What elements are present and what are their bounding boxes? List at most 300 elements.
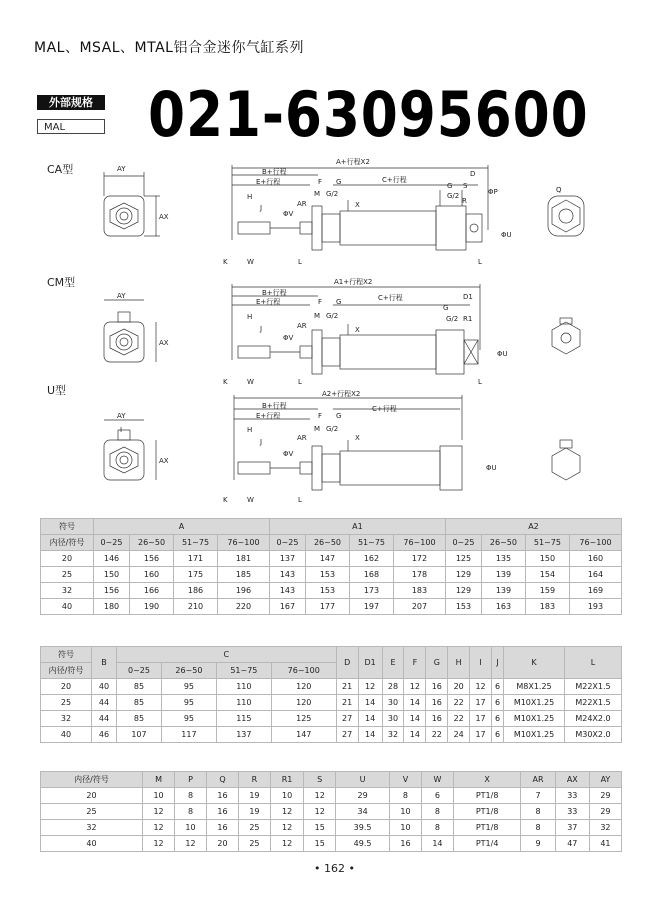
cm-dim-w: W	[247, 378, 254, 386]
value-cell: 28	[382, 679, 404, 695]
u-dim-ax: AX	[159, 457, 169, 465]
table2-col-d: D	[336, 647, 358, 679]
value-cell: 34	[336, 804, 390, 820]
table-row	[41, 836, 622, 852]
value-cell: 16	[426, 711, 448, 727]
table1-stroke-3: 76~100	[569, 535, 621, 551]
value-cell: 12	[143, 820, 175, 836]
value-cell: 85	[117, 711, 162, 727]
value-cell: 14	[404, 695, 426, 711]
table2-bore-header: 内径/符号	[41, 663, 92, 679]
value-cell: 30	[382, 695, 404, 711]
table3-col-10: X	[453, 772, 520, 788]
ca-dim-b: B+行程	[262, 168, 287, 176]
cm-dim-b: B+行程	[262, 289, 287, 297]
value-cell: 6	[492, 695, 504, 711]
table2-sym-header: 符号	[41, 647, 92, 663]
cm-dim-a: A1+行程X2	[334, 278, 373, 286]
value-cell: 85	[117, 679, 162, 695]
table3-col-2: P	[175, 772, 207, 788]
value-cell: 143	[269, 583, 305, 599]
value-cell: 156	[130, 551, 174, 567]
value-cell: 8	[521, 820, 555, 836]
table2-col-l: L	[565, 647, 622, 679]
value-cell: 22	[426, 727, 448, 743]
table-row	[41, 695, 622, 711]
cm-dim-phiv: ΦV	[283, 334, 294, 342]
bore-cell: 20	[41, 551, 94, 567]
u-dim-j: J	[260, 438, 263, 446]
table2-col-d1: D1	[358, 647, 382, 679]
table1-stroke-2: 51~75	[349, 535, 393, 551]
value-cell: 163	[481, 599, 525, 615]
value-cell: 95	[161, 679, 216, 695]
value-cell: 15	[304, 836, 336, 852]
value-cell: 185	[218, 567, 270, 583]
table3-col-0: 内径/符号	[41, 772, 143, 788]
u-dim-k: K	[223, 496, 228, 504]
value-cell: 160	[569, 551, 621, 567]
value-cell: 29	[589, 804, 621, 820]
value-cell: 120	[271, 679, 336, 695]
value-cell: 220	[218, 599, 270, 615]
table1-stroke-1: 26~50	[481, 535, 525, 551]
value-cell: 150	[525, 551, 569, 567]
value-cell: 10	[175, 820, 207, 836]
table-row	[41, 679, 622, 695]
ca-dim-k: K	[223, 258, 228, 266]
cm-dim-ay: AY	[117, 292, 126, 300]
cm-dim-h: H	[247, 313, 253, 321]
value-cell: 6	[492, 711, 504, 727]
table2-col-e: E	[382, 647, 404, 679]
table1-stroke-1: 26~50	[306, 535, 350, 551]
bore-cell: 32	[41, 711, 92, 727]
model-badge: MAL	[37, 119, 105, 134]
ca-end-view	[104, 172, 160, 236]
u-dim-w: W	[247, 496, 254, 504]
value-cell: 139	[481, 567, 525, 583]
value-cell: PT1/8	[453, 788, 520, 804]
page-number: • 162 •	[314, 862, 355, 875]
value-cell: 32	[382, 727, 404, 743]
table3-col-8: V	[389, 772, 421, 788]
type-label-ca: CA型	[47, 163, 74, 176]
u-dim-e: E+行程	[256, 412, 281, 420]
value-cell: 146	[94, 551, 130, 567]
value-cell: 27	[336, 727, 358, 743]
value-cell: 16	[206, 820, 238, 836]
ca-dim-j: J	[260, 204, 263, 212]
table3-col-5: R1	[270, 772, 303, 788]
value-cell: 178	[393, 567, 445, 583]
ca-dim-w: W	[247, 258, 254, 266]
value-cell: 12	[175, 836, 207, 852]
cm-dim-k: K	[223, 378, 228, 386]
u-dim-phiv: ΦV	[283, 450, 294, 458]
ca-dim-e: E+行程	[256, 178, 281, 186]
value-cell: M22X1.5	[565, 679, 622, 695]
table2-col-g: G	[426, 647, 448, 679]
value-cell: 190	[130, 599, 174, 615]
value-cell: 183	[525, 599, 569, 615]
value-cell: 107	[117, 727, 162, 743]
value-cell: 143	[269, 567, 305, 583]
value-cell: 196	[218, 583, 270, 599]
value-cell: 12	[143, 836, 175, 852]
value-cell: M10X1.25	[504, 695, 565, 711]
value-cell: 117	[161, 727, 216, 743]
table2-stroke-2: 51~75	[216, 663, 271, 679]
value-cell: 181	[218, 551, 270, 567]
ca-pin-view	[548, 196, 584, 236]
ca-dim-ar: AR	[297, 200, 307, 208]
value-cell: M22X1.5	[565, 695, 622, 711]
ca-dim-phiv: ΦV	[283, 210, 294, 218]
u-dim-h: H	[247, 426, 253, 434]
cm-dim-g-rear: G	[443, 304, 449, 312]
u-dim-ay: AY	[117, 412, 126, 420]
cm-dim-l: L	[298, 378, 302, 386]
ca-dim-g2-rear: G/2	[447, 192, 460, 200]
value-cell: 8	[175, 804, 207, 820]
ca-dim-q: Q	[556, 186, 562, 194]
value-cell: 14	[421, 836, 453, 852]
ca-dim-l-rear: L	[478, 258, 482, 266]
value-cell: M24X2.0	[565, 711, 622, 727]
table2-stroke-3: 76~100	[271, 663, 336, 679]
ca-dim-phiu: ΦU	[501, 231, 512, 239]
value-cell: 186	[174, 583, 218, 599]
value-cell: 10	[270, 788, 303, 804]
value-cell: 12	[404, 679, 426, 695]
value-cell: 32	[589, 820, 621, 836]
value-cell: PT1/8	[453, 820, 520, 836]
table1-stroke-3: 76~100	[218, 535, 270, 551]
table1-group-a2: A2	[445, 519, 621, 535]
cm-dim-e: E+行程	[256, 298, 281, 306]
value-cell: 12	[304, 804, 336, 820]
value-cell: 19	[238, 804, 270, 820]
value-cell: 10	[389, 804, 421, 820]
value-cell: 160	[130, 567, 174, 583]
value-cell: 135	[481, 551, 525, 567]
value-cell: 25	[238, 836, 270, 852]
value-cell: 137	[216, 727, 271, 743]
value-cell: 167	[269, 599, 305, 615]
value-cell: 172	[393, 551, 445, 567]
value-cell: 166	[130, 583, 174, 599]
value-cell: 139	[481, 583, 525, 599]
table3-col-6: S	[304, 772, 336, 788]
ca-dim-r: R	[462, 197, 467, 205]
value-cell: 110	[216, 679, 271, 695]
value-cell: 207	[393, 599, 445, 615]
value-cell: 85	[117, 695, 162, 711]
spec-table-m	[40, 771, 622, 852]
ca-dim-g: G	[336, 178, 342, 186]
cm-dim-d1: D1	[463, 293, 473, 301]
table3-col-4: R	[238, 772, 270, 788]
table2-stroke-1: 26~50	[161, 663, 216, 679]
ca-dim-x: X	[355, 201, 360, 209]
value-cell: 147	[306, 551, 350, 567]
value-cell: 169	[569, 583, 621, 599]
cm-dim-g2: G/2	[326, 312, 339, 320]
value-cell: 125	[271, 711, 336, 727]
table3-col-12: AX	[555, 772, 589, 788]
value-cell: 16	[206, 788, 238, 804]
cm-dim-j: J	[260, 325, 263, 333]
value-cell: 16	[389, 836, 421, 852]
value-cell: 95	[161, 695, 216, 711]
table1-stroke-row	[41, 535, 622, 551]
value-cell: 175	[174, 567, 218, 583]
value-cell: 14	[358, 727, 382, 743]
bore-cell: 32	[41, 583, 94, 599]
table2-col-b: B	[92, 647, 117, 679]
value-cell: 24	[448, 727, 470, 743]
table-row	[41, 788, 622, 804]
value-cell: 21	[336, 679, 358, 695]
value-cell: 153	[306, 583, 350, 599]
value-cell: 120	[271, 695, 336, 711]
value-cell: 183	[393, 583, 445, 599]
u-dim-ar: AR	[297, 434, 307, 442]
value-cell: 9	[521, 836, 555, 852]
cm-dim-r1: R1	[463, 315, 473, 323]
ca-dim-h: H	[247, 193, 253, 201]
value-cell: 20	[206, 836, 238, 852]
cm-dim-c: C+行程	[378, 294, 403, 302]
ca-dim-m: M	[314, 190, 321, 198]
value-cell: 110	[216, 695, 271, 711]
value-cell: 7	[521, 788, 555, 804]
bore-cell: 40	[41, 836, 143, 852]
value-cell: 22	[448, 711, 470, 727]
value-cell: M10X1.25	[504, 727, 565, 743]
u-dim-a: A2+行程X2	[322, 390, 361, 398]
value-cell: 20	[448, 679, 470, 695]
table-row	[41, 804, 622, 820]
cm-dim-ax: AX	[159, 339, 169, 347]
value-cell: 150	[94, 567, 130, 583]
table3-header-row	[41, 772, 622, 788]
ca-dim-a: A+行程X2	[336, 158, 370, 166]
table-row	[41, 551, 622, 567]
value-cell: 16	[206, 804, 238, 820]
value-cell: 17	[470, 727, 492, 743]
bore-cell: 25	[41, 804, 143, 820]
table1-stroke-2: 51~75	[174, 535, 218, 551]
spec-table-c	[40, 646, 622, 743]
u-pin-view	[552, 440, 580, 480]
type-label-u: U型	[47, 384, 67, 397]
phone-number: 021-63095600	[148, 78, 589, 151]
bore-cell: 20	[41, 788, 143, 804]
table3-col-11: AR	[521, 772, 555, 788]
cm-dim-g: G	[336, 298, 342, 306]
value-cell: M30X2.0	[565, 727, 622, 743]
value-cell: 159	[525, 583, 569, 599]
value-cell: 17	[470, 695, 492, 711]
page-title: MAL、MSAL、MTAL铝合金迷你气缸系列	[34, 40, 304, 56]
value-cell: 16	[426, 679, 448, 695]
bore-cell: 20	[41, 679, 92, 695]
value-cell: 193	[569, 599, 621, 615]
table-row	[41, 820, 622, 836]
table1-stroke-3: 76~100	[393, 535, 445, 551]
value-cell: 168	[349, 567, 393, 583]
table3-col-3: Q	[206, 772, 238, 788]
value-cell: 171	[174, 551, 218, 567]
value-cell: 14	[404, 727, 426, 743]
ca-dim-g2: G/2	[326, 190, 339, 198]
value-cell: 12	[470, 679, 492, 695]
table2-col-k: K	[504, 647, 565, 679]
ca-dim-ax: AX	[159, 213, 169, 221]
ca-dim-l: L	[298, 258, 302, 266]
value-cell: 197	[349, 599, 393, 615]
ca-dim-c: C+行程	[382, 176, 407, 184]
value-cell: 129	[445, 583, 481, 599]
u-dim-m: M	[314, 425, 321, 433]
value-cell: 33	[555, 804, 589, 820]
value-cell: 177	[306, 599, 350, 615]
table2-col-i: I	[470, 647, 492, 679]
table2-group-c: C	[117, 647, 337, 663]
bore-cell: 40	[41, 599, 94, 615]
table2-col-j: J	[492, 647, 504, 679]
cm-dim-l-rear: L	[478, 378, 482, 386]
spec-table-a	[40, 518, 622, 615]
value-cell: 10	[143, 788, 175, 804]
value-cell: 15	[304, 820, 336, 836]
u-dim-x: X	[355, 434, 360, 442]
value-cell: 8	[521, 804, 555, 820]
value-cell: 115	[216, 711, 271, 727]
ca-dim-d: D	[470, 170, 476, 178]
cm-dim-x: X	[355, 326, 360, 334]
cm-dim-m: M	[314, 312, 321, 320]
cm-dim-g2-rear: G/2	[446, 315, 459, 323]
u-dim-g: G	[336, 412, 342, 420]
value-cell: 46	[92, 727, 117, 743]
value-cell: 12	[270, 836, 303, 852]
value-cell: 21	[336, 695, 358, 711]
value-cell: 95	[161, 711, 216, 727]
bore-cell: 25	[41, 695, 92, 711]
value-cell: 162	[349, 551, 393, 567]
table3-col-13: AY	[589, 772, 621, 788]
value-cell: 49.5	[336, 836, 390, 852]
table2-col-f: F	[404, 647, 426, 679]
table1-stroke-0: 0~25	[445, 535, 481, 551]
table1-stroke-1: 26~50	[130, 535, 174, 551]
value-cell: 137	[269, 551, 305, 567]
value-cell: 44	[92, 711, 117, 727]
value-cell: 14	[358, 695, 382, 711]
value-cell: PT1/8	[453, 804, 520, 820]
value-cell: 8	[421, 820, 453, 836]
section-badge: 外部规格	[37, 95, 105, 110]
value-cell: 39.5	[336, 820, 390, 836]
table1-bore-header: 内径/符号	[41, 535, 94, 551]
value-cell: 12	[143, 804, 175, 820]
table3-col-9: W	[421, 772, 453, 788]
ca-dim-phip: ΦP	[488, 188, 498, 196]
table2-stroke-0: 0~25	[117, 663, 162, 679]
value-cell: 6	[492, 727, 504, 743]
value-cell: 44	[92, 695, 117, 711]
u-dim-f: F	[318, 412, 323, 420]
value-cell: 153	[445, 599, 481, 615]
cm-end-view	[104, 300, 156, 362]
table1-stroke-2: 51~75	[525, 535, 569, 551]
cm-dim-phiu: ΦU	[497, 350, 508, 358]
value-cell: 14	[358, 711, 382, 727]
table1-group-a1: A1	[269, 519, 445, 535]
value-cell: 6	[492, 679, 504, 695]
value-cell: 147	[271, 727, 336, 743]
u-end-view	[104, 420, 156, 480]
value-cell: 8	[175, 788, 207, 804]
value-cell: 29	[336, 788, 390, 804]
value-cell: 125	[445, 551, 481, 567]
table-row	[41, 727, 622, 743]
value-cell: 37	[555, 820, 589, 836]
table2-col-h: H	[448, 647, 470, 679]
cm-dim-ar: AR	[297, 322, 307, 330]
table-row	[41, 711, 622, 727]
value-cell: M8X1.25	[504, 679, 565, 695]
bore-cell: 32	[41, 820, 143, 836]
value-cell: M10X1.25	[504, 711, 565, 727]
value-cell: 8	[421, 804, 453, 820]
u-dim-c: C+行程	[372, 405, 397, 413]
cm-dim-f: F	[318, 298, 323, 306]
u-dim-i: I	[120, 426, 123, 434]
value-cell: 12	[304, 788, 336, 804]
u-dim-b: B+行程	[262, 402, 287, 410]
value-cell: 41	[589, 836, 621, 852]
value-cell: 17	[470, 711, 492, 727]
type-label-cm: CM型	[47, 276, 76, 289]
value-cell: 153	[306, 567, 350, 583]
value-cell: 180	[94, 599, 130, 615]
value-cell: 173	[349, 583, 393, 599]
value-cell: 164	[569, 567, 621, 583]
ca-dim-f: F	[318, 178, 323, 186]
value-cell: 40	[92, 679, 117, 695]
table-row	[41, 583, 622, 599]
value-cell: 6	[421, 788, 453, 804]
cm-pin-view	[552, 318, 580, 354]
table3-col-7: U	[336, 772, 390, 788]
value-cell: 156	[94, 583, 130, 599]
u-dim-phiu: ΦU	[486, 464, 497, 472]
value-cell: 19	[238, 788, 270, 804]
value-cell: 27	[336, 711, 358, 727]
u-dim-g2: G/2	[326, 425, 339, 433]
value-cell: 154	[525, 567, 569, 583]
bore-cell: 25	[41, 567, 94, 583]
u-dim-l: L	[298, 496, 302, 504]
table-row	[41, 567, 622, 583]
table1-stroke-0: 0~25	[94, 535, 130, 551]
value-cell: 25	[238, 820, 270, 836]
ca-dim-ay: AY	[117, 165, 126, 173]
